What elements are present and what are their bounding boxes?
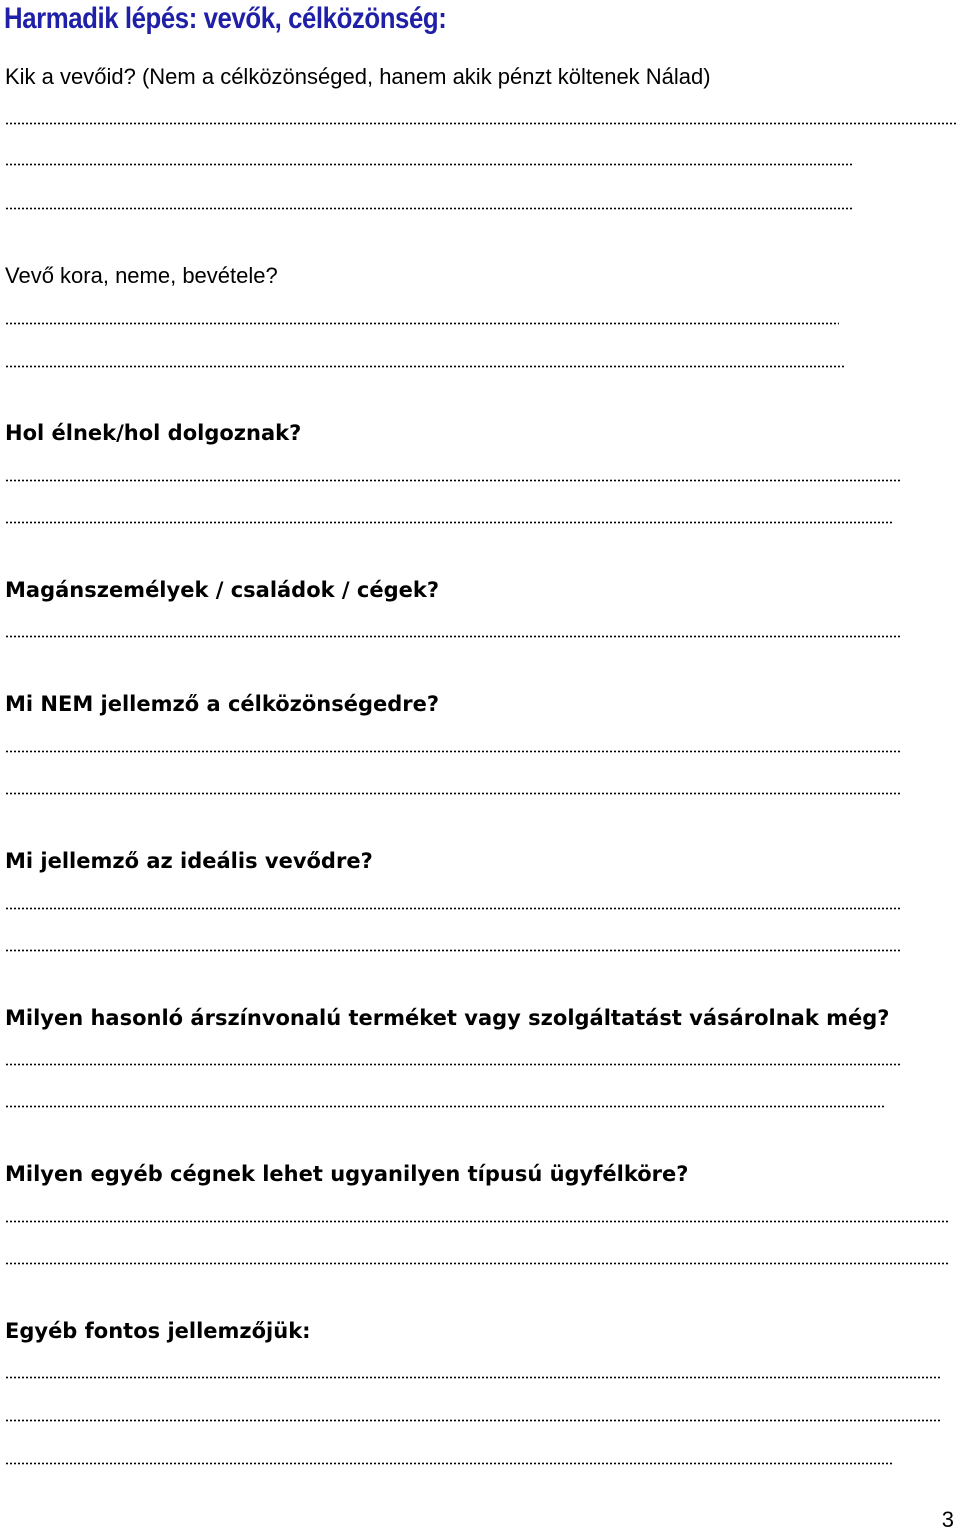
question-similar-purchases: Milyen hasonló árszínvonalú terméket vagy szolgáltatást vásárolnak még? (5, 1006, 890, 1030)
answer-line[interactable] (5, 163, 853, 166)
question-location: Hol élnek/hol dolgoznak? (5, 421, 302, 445)
answer-line[interactable] (5, 1262, 950, 1265)
answer-line[interactable] (5, 322, 839, 325)
answer-line[interactable] (5, 479, 900, 482)
question-demographics: Vevő kora, neme, bevétele? (5, 263, 278, 288)
answer-line[interactable] (5, 1419, 942, 1422)
question-other-companies: Milyen egyéb cégnek lehet ugyanilyen típusú ügyfélköre? (5, 1162, 689, 1186)
answer-line[interactable] (5, 1105, 886, 1108)
answer-line[interactable] (5, 1462, 894, 1465)
answer-line[interactable] (5, 365, 845, 368)
answer-line[interactable] (5, 1220, 950, 1223)
answer-line[interactable] (5, 949, 900, 952)
question-not-typical: Mi NEM jellemző a célközönségedre? (5, 692, 440, 716)
section-heading: Harmadik lépés: vevők, célközönség: (4, 2, 447, 35)
answer-line[interactable] (5, 207, 853, 210)
answer-line[interactable] (5, 792, 900, 795)
answer-line[interactable] (5, 1063, 900, 1066)
answer-line[interactable] (5, 635, 900, 638)
answer-line[interactable] (5, 122, 957, 125)
question-customer-type: Magánszemélyek / családok / cégek? (5, 578, 440, 602)
question-ideal-buyer: Mi jellemző az ideális vevődre? (5, 849, 373, 873)
answer-line[interactable] (5, 521, 894, 524)
answer-line[interactable] (5, 907, 900, 910)
answer-line[interactable] (5, 750, 900, 753)
page-number: 3 (941, 1507, 954, 1532)
question-other-traits: Egyéb fontos jellemzőjük: (5, 1319, 311, 1343)
answer-line[interactable] (5, 1376, 942, 1379)
question-buyers: Kik a vevőid? (Nem a célközönséged, hanem akik pénzt költenek Nálad) (5, 64, 711, 89)
